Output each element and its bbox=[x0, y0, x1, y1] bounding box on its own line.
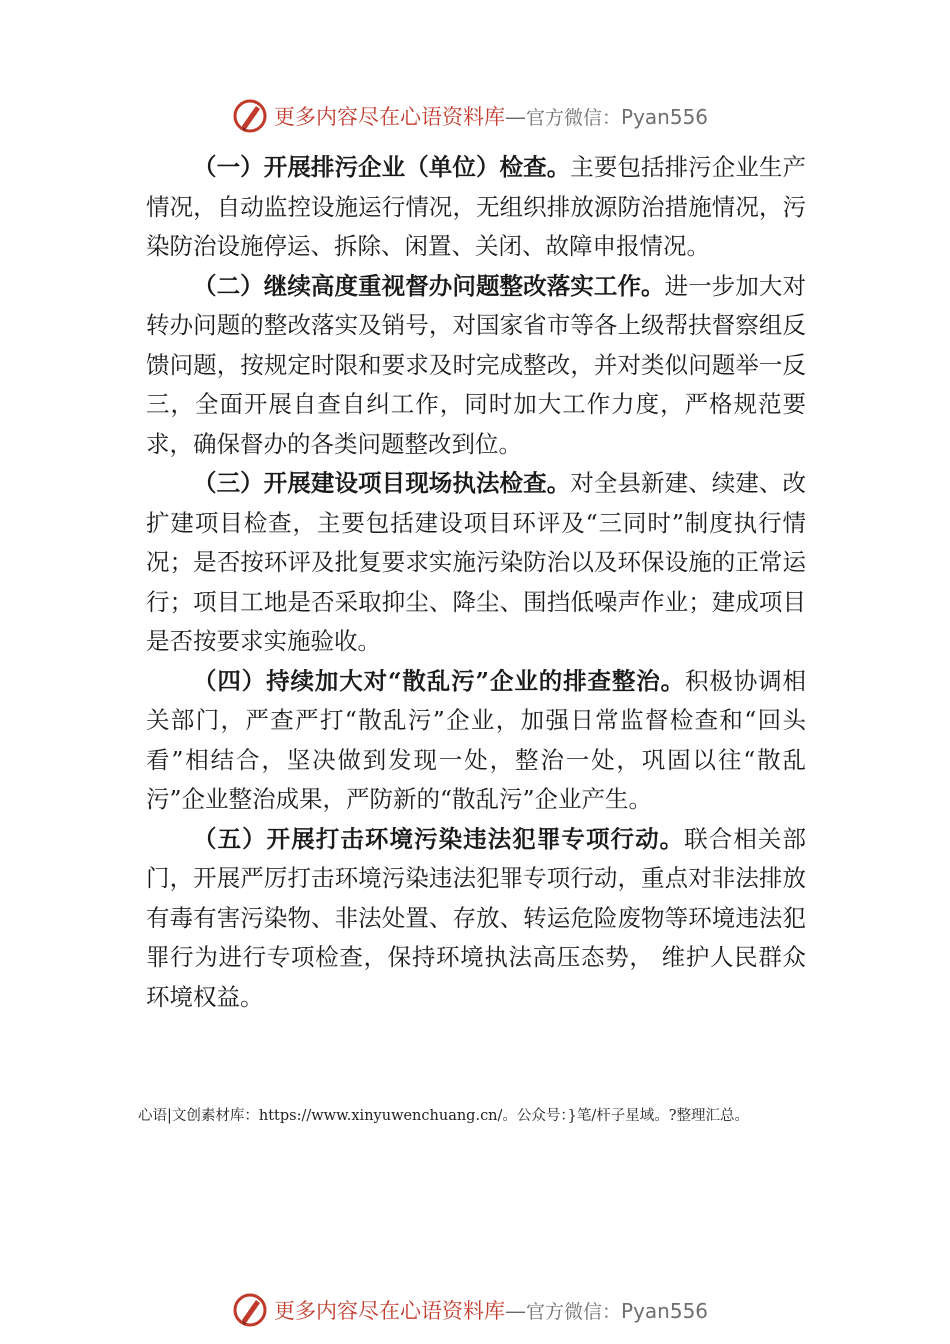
paragraph-text: 对全县新建、续建、改扩建项目检查，主要包括建设项目环评及“三同时”制度执行情况；是否按环评及批复要求实施污染防治以及环保设施的正常运行；项目工地是否采取抑尘、降尘、围挡低噪声作业；建成项目是否按要求实施验收。 bbox=[146, 469, 807, 655]
paragraph-1 bbox=[146, 148, 806, 267]
paragraph-heading: （一）开展排污企业（单位）检查。 bbox=[193, 153, 571, 181]
paragraph-text: 主要包括排污企业生产情况，自动监控设施运行情况，无组织排放源防治措施情况，污染防治设施停运、拆除、闲置、关闭、故障申报情况。 bbox=[146, 153, 807, 260]
document-body bbox=[146, 148, 806, 1017]
banner-text: 更多内容尽在心语资料库—官方微信：Pyan556 bbox=[274, 105, 709, 129]
paragraph-heading: （三）开展建设项目现场执法检查。 bbox=[193, 469, 571, 497]
pen-logo-icon bbox=[232, 98, 268, 134]
paragraph-2 bbox=[146, 267, 806, 465]
paragraph-3 bbox=[146, 464, 806, 662]
paragraph-heading: （五）开展打击环境污染违法犯罪专项行动。 bbox=[193, 824, 685, 853]
paragraph-5 bbox=[146, 820, 806, 1018]
paragraph-heading: （四）持续加大对“散乱污”企业的排查整治。 bbox=[193, 666, 685, 695]
banner-text: 更多内容尽在心语资料库—官方微信：Pyan556 bbox=[274, 1299, 709, 1323]
paragraph-text: 联合相关部门，开展严厉打击环境污染违法犯罪专项行动，重点对非法排放有毒有害污染物、非法处置、存放、转运危险废物等环境违法犯罪行为进行专项检查，保持环境执法高压态势， 维护人民群众环境权益。 bbox=[146, 824, 806, 1011]
footer-note: 心语|文创素材库：https://www.xinyuwenchuang.cn/。公众号：}笔/杆子星域。?整理汇总。 bbox=[138, 1108, 750, 1124]
paragraph-heading: （二）继续高度重视督办问题整改落实工作。 bbox=[193, 271, 665, 300]
pen-logo-icon bbox=[232, 1292, 268, 1328]
header-banner bbox=[232, 96, 708, 136]
paragraph-text: 进一步加大对转办问题的整改落实及销号，对国家省市等各上级帮扶督察组反馈问题，按规定时限和要求及时完成整改，并对类似问题举一反三，全面开展自查自纠工作，同时加大工作力度，严格规范要求，确保督办的各类问题整改到位。 bbox=[146, 271, 807, 458]
footer-banner bbox=[232, 1290, 708, 1330]
paragraph-text: 积极协调相关部门，严查严打“散乱污”企业，加强日常监督检查和“回头看”相结合，坚决做到发现一处，整治一处，巩固以往“散乱污”企业整治成果，严防新的“散乱污”企业产生。 bbox=[146, 666, 806, 813]
paragraph-4 bbox=[146, 662, 806, 820]
